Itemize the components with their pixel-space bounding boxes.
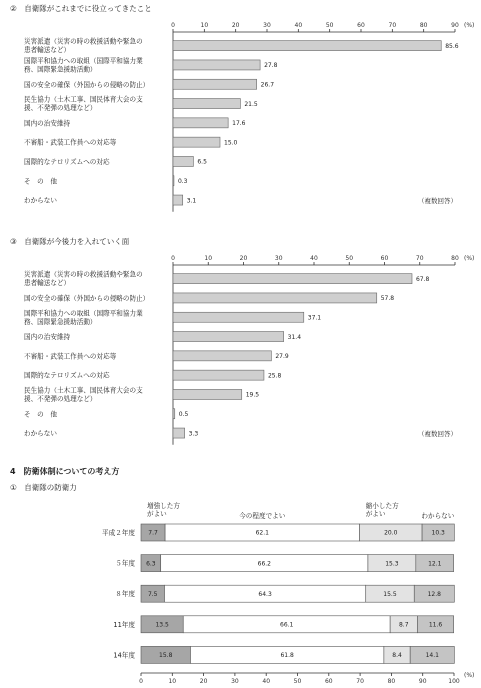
chart2-bar <box>173 351 271 361</box>
chart2-category-label: 国際的なテロリズムへの対応 <box>24 371 110 380</box>
chart2-value-label: 31.4 <box>287 333 302 341</box>
section4-heading: 4 防衛体制についての考え方 <box>10 467 120 476</box>
chart3-segment-label: 62.1 <box>255 529 269 537</box>
chart1-bar <box>173 156 193 166</box>
chart3-legend-label: わからない <box>421 512 455 520</box>
chart3-tick-label: 80 <box>387 678 396 685</box>
chart3-segment-label: 20.0 <box>384 529 398 537</box>
chart1-category-label: 患者輸送など） <box>24 46 71 55</box>
chart3-segment-label: 7.7 <box>148 529 158 537</box>
chart2-bar <box>173 370 264 380</box>
chart3-segment-label: 12.8 <box>427 590 441 598</box>
chart3-tick-label: 0 <box>139 678 143 685</box>
chart2-tick-label: 40 <box>310 255 318 262</box>
chart1-category-label: 民生協力（土木工事、国民体育大会の支 <box>24 95 143 104</box>
chart2-value-label: 67.8 <box>415 275 430 283</box>
chart1-tick-label: 0 <box>171 22 175 29</box>
chart1-value-label: 26.7 <box>260 81 275 89</box>
chart2-svg <box>0 233 481 443</box>
chart1-tick-label: 70 <box>388 22 397 29</box>
chart1-tick-label: 90 <box>451 22 459 29</box>
chart3-segment-label: 13.5 <box>155 621 169 629</box>
chart2-tick-label: 70 <box>415 255 424 262</box>
chart2-category-label: 国の安全の確保（外国からの侵略の防止） <box>24 294 150 303</box>
chart3-tick-label: 100 <box>448 678 460 685</box>
chart1-bar <box>173 176 174 186</box>
chart2-category-label: 災害派遣（災害の時の救援活動や緊急の <box>24 270 143 279</box>
chart3-legend-label: 今の程度でよい <box>239 512 286 520</box>
chart3-category-label: 14年度 <box>113 651 135 660</box>
chart1-bar <box>173 60 260 70</box>
chart1-category-label: わからない <box>24 196 57 205</box>
chart3-segment-label: 15.3 <box>385 560 399 568</box>
chart2-unit-label: (%) <box>464 255 475 262</box>
chart3-segment-label: 66.1 <box>280 621 294 629</box>
chart1-svg <box>0 0 481 210</box>
chart2-tick-label: 50 <box>345 255 354 262</box>
chart2-tick-label: 60 <box>380 255 389 262</box>
chart3-segment-label: 10.3 <box>431 529 445 537</box>
chart2-category-label: わからない <box>24 429 57 438</box>
chart1-category-label: 国の安全の確保（外国からの侵略の防止） <box>24 80 150 89</box>
chart3-segment-label: 12.1 <box>428 560 442 568</box>
chart1-value-label: 3.1 <box>186 197 197 205</box>
chart2-value-label: 3.3 <box>188 430 199 438</box>
chart2-tick-label: 10 <box>204 255 213 262</box>
chart3-tick-label: 70 <box>356 678 364 685</box>
chart1-category-label: 援、不発弾の処理など） <box>24 104 97 113</box>
chart2-bar <box>173 312 304 322</box>
chart2-title: ③ 自衛隊が今後力を入れていく面 <box>10 237 130 246</box>
chart3-category-label: ８年度 <box>115 590 135 599</box>
chart3-legend-label: 増強した方 <box>147 502 180 510</box>
chart3-tick-label: 10 <box>168 678 177 685</box>
chart1-category-label: 国際的なテロリズムへの対応 <box>24 157 110 166</box>
chart2-bar <box>173 293 377 303</box>
chart2-category-label: 民生協力（土木工事、国民体育大会の支 <box>24 386 143 395</box>
chart1-tick-label: 50 <box>325 22 334 29</box>
chart1-value-label: 17.6 <box>232 120 246 128</box>
chart1-tick-label: 10 <box>200 22 209 29</box>
chart3-segment-label: 6.3 <box>146 560 156 568</box>
chart1-value-label: 27.8 <box>264 62 278 70</box>
chart2-value-label: 57.8 <box>380 295 395 303</box>
chart2-category-label: 国内の治安維持 <box>24 333 71 342</box>
chart1-bar <box>173 79 257 89</box>
chart3-segment-label: 66.2 <box>257 560 272 568</box>
chart1-value-label: 0.3 <box>177 177 188 185</box>
chart1-tick-label: 60 <box>357 22 365 29</box>
chart3-category-label: ５年度 <box>115 559 135 568</box>
chart1-tick-label: 40 <box>294 22 303 29</box>
chart3-legend-label: がよい <box>147 510 167 518</box>
chart2-bar <box>173 332 284 342</box>
chart3-legend-label: 縮小した方 <box>365 502 399 510</box>
chart3-legend-label: がよい <box>365 510 386 518</box>
chart3-tick-label: 30 <box>231 678 239 685</box>
chart1-tick-label: 20 <box>231 22 240 29</box>
chart1-bar <box>173 99 240 109</box>
chart2-value-label: 27.9 <box>275 353 289 361</box>
chart1-value-label: 21.5 <box>244 100 258 108</box>
chart2-value-label: 25.8 <box>267 372 282 380</box>
chart3-tick-label: 90 <box>418 678 427 685</box>
chart1-bar <box>173 137 220 147</box>
chart1-bar <box>173 195 183 205</box>
chart1-unit-label: (%) <box>464 22 475 29</box>
chart3-svg <box>0 488 481 688</box>
chart3-segment-label: 15.8 <box>159 652 173 660</box>
chart2-value-label: 37.1 <box>307 314 322 322</box>
chart1-category-label: 災害派遣（災害の時の救援活動や緊急の <box>24 37 143 46</box>
chart3-segment-label: 8.4 <box>392 652 402 660</box>
chart2-value-label: 19.5 <box>245 391 260 399</box>
chart1-category-label: 不審船・武装工作員への対応等 <box>24 138 117 147</box>
chart1-tick-label: 80 <box>419 22 428 29</box>
chart2-tick-label: 20 <box>239 255 248 262</box>
chart2-value-label: 0.5 <box>178 410 189 418</box>
chart1-value-label: 15.0 <box>224 139 238 147</box>
chart1-title: ② 自衛隊がこれまでに役立ってきたこと <box>10 4 152 13</box>
chart2-category-label: 援、不発弾の処理など） <box>24 394 97 403</box>
chart1-note: （複数回答） <box>418 197 457 205</box>
chart1-bar <box>173 41 441 51</box>
chart3-tick-label: 20 <box>199 678 208 685</box>
chart1-tick-label: 30 <box>263 22 271 29</box>
chart3-tick-label: 50 <box>293 678 302 685</box>
chart1-category-label: そ の 他 <box>24 177 57 186</box>
chart3-segment-label: 14.1 <box>425 652 439 660</box>
chart2-category-label: 務、国際緊急援助活動） <box>24 317 97 326</box>
chart1-bar <box>173 118 228 128</box>
chart1-value-label: 6.5 <box>197 158 207 166</box>
chart2-bar <box>173 274 412 284</box>
chart3-segment-label: 11.6 <box>428 621 443 629</box>
chart3-title: ① 自衛隊の防衛力 <box>10 483 77 492</box>
chart1-category-label: 務、国際緊急援助活動） <box>24 65 97 74</box>
chart3-segment-label: 7.5 <box>147 590 158 598</box>
chart2-note: （複数回答） <box>418 430 457 438</box>
chart2-bar <box>173 389 242 399</box>
chart2-bar <box>173 428 185 438</box>
chart2-bar <box>173 409 175 419</box>
chart3-tick-label: 40 <box>262 678 271 685</box>
chart2-tick-label: 0 <box>171 255 175 262</box>
chart1-value-label: 85.6 <box>445 42 459 50</box>
chart2-category-label: 患者輸送など） <box>24 279 71 288</box>
chart1-category-label: 国内の治安維持 <box>24 119 71 128</box>
chart2-category-label: そ の 他 <box>24 410 57 419</box>
chart2-category-label: 国際平和協力への取組（国際平和協力業 <box>24 309 143 318</box>
chart2-category-label: 不審船・武装工作員への対応等 <box>24 352 117 361</box>
chart3-category-label: 11年度 <box>113 620 135 629</box>
chart2-tick-label: 80 <box>451 255 459 262</box>
chart3-segment-label: 8.7 <box>398 621 409 629</box>
chart3-unit-label: (%) <box>464 672 475 679</box>
chart3-category-label: 平成２年度 <box>102 529 135 537</box>
chart3-segment-label: 61.8 <box>280 652 294 660</box>
chart2-tick-label: 30 <box>274 255 283 262</box>
chart3-tick-label: 60 <box>324 678 333 685</box>
chart1-category-label: 国際平和協力への取組（国際平和協力業 <box>24 56 143 65</box>
chart3-segment-label: 15.5 <box>383 590 397 598</box>
chart3-segment-label: 64.3 <box>258 590 272 598</box>
